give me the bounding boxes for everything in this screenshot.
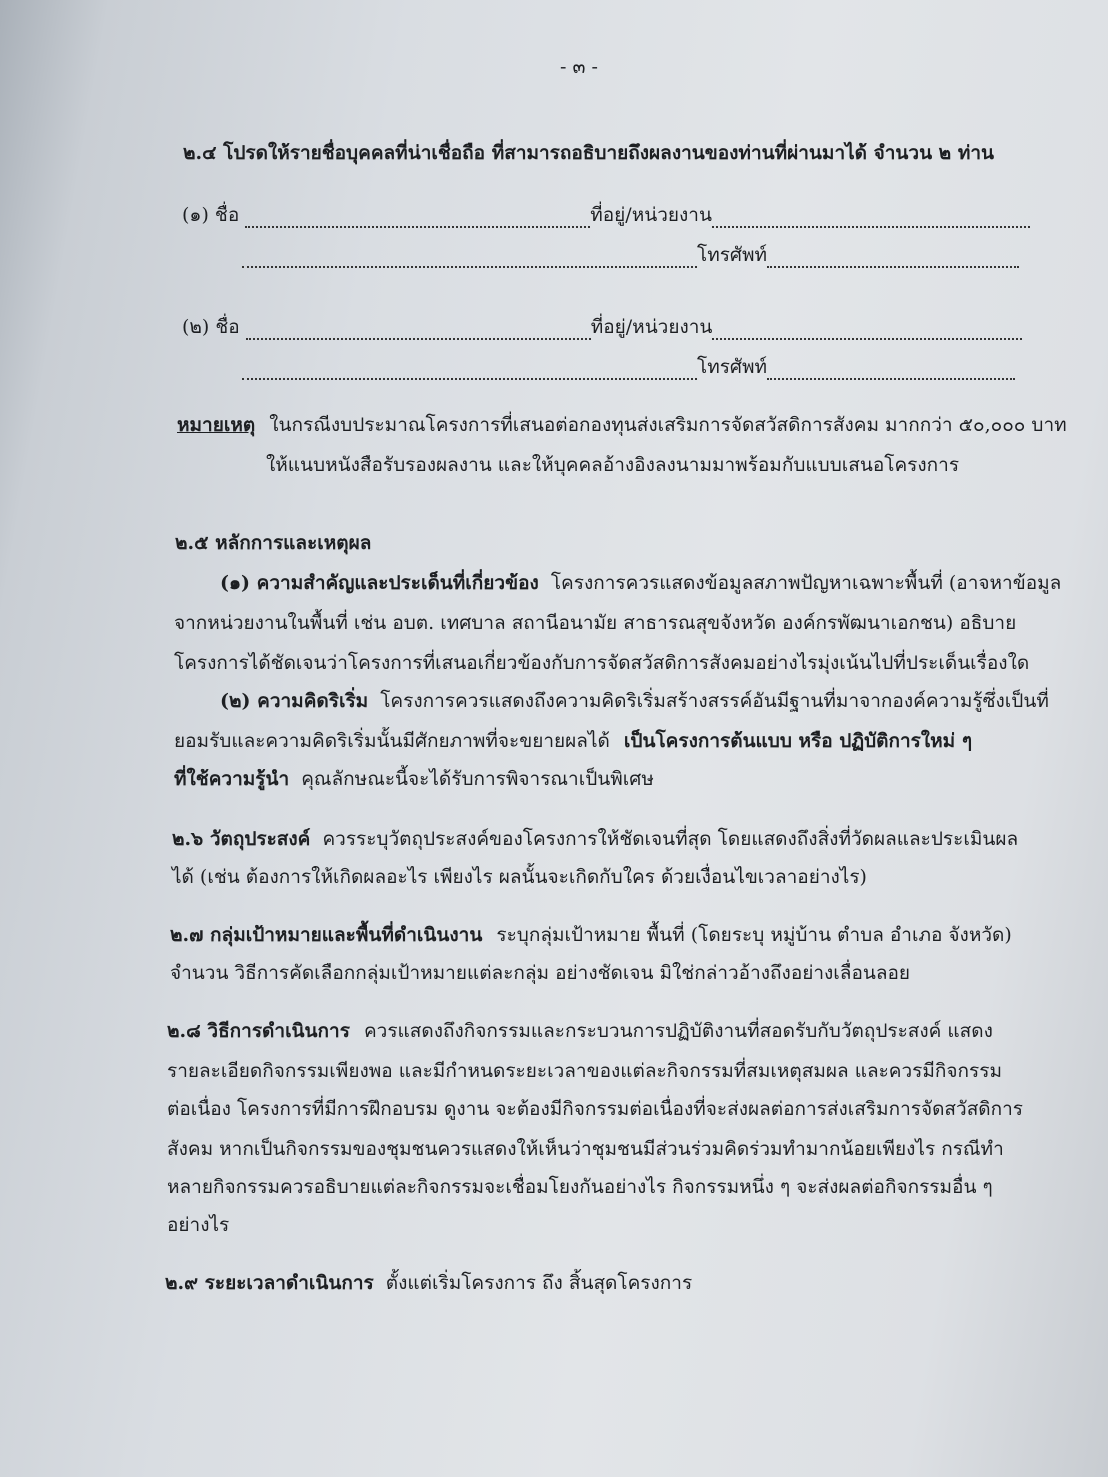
reference-2-phone-blank[interactable] xyxy=(767,362,1015,380)
reference-2-name-label: (๒) ชื่อ xyxy=(182,316,240,338)
section-2-7-line-1 xyxy=(170,922,1012,948)
note-line-1 xyxy=(177,412,1067,438)
section-2-8-line-5: หลายกิจกรรมควรอธิบายแต่ละกิจกรรมจะเชื่อมโยงกันอย่างไร กิจกรรมหนึ่ง ๆ จะส่งผลต่อกิจกรรมอื่น ๆ xyxy=(167,1176,993,1198)
section-2-6-line-2: ได้ (เช่น ต้องการให้เกิดผลอะไร เพียงไร ผลนั้นจะเกิดกับใคร ด้วยเงื่อนไขเวลาอย่างไร) xyxy=(172,866,867,888)
reference-1-phone-prefix-blank[interactable] xyxy=(242,250,697,268)
section-2-8-line-1 xyxy=(167,1018,993,1044)
section-2-5-p2-line-1 xyxy=(220,688,1049,714)
reference-2-address-label: ที่อยู่/หน่วยงาน xyxy=(590,316,713,338)
section-2-5-heading: ๒.๕ หลักการและเหตุผล xyxy=(175,532,372,554)
page-number: - ๓ - xyxy=(560,56,598,78)
section-2-8-line-6: อย่างไร xyxy=(167,1214,230,1236)
reference-1-phone-row xyxy=(242,242,1019,268)
section-2-5-p2-text-1: โครงการควรแสดงถึงความคิดริเริ่มสร้างสรรค์อันมีฐานที่มาจากองค์ความรู้ซึ่งเป็นที่ xyxy=(380,690,1049,712)
reference-1-phone-blank[interactable] xyxy=(767,250,1019,268)
reference-1-phone-label: โทรศัพท์ xyxy=(697,244,768,266)
section-2-5-p1-line-3: โครงการได้ชัดเจนว่าโครงการที่เสนอเกี่ยวข้องกับการจัดสวัสดิการสังคมอย่างไรมุ่งเน้นไปที่ประเด็นเรื่องใด xyxy=(174,652,1030,674)
section-2-6-heading: ๒.๖ วัตถุประสงค์ xyxy=(172,828,311,850)
reference-2-row xyxy=(182,314,1022,340)
section-2-8-heading: ๒.๘ วิธีการดำเนินการ xyxy=(167,1020,350,1042)
section-2-8-line-3: ต่อเนื่อง โครงการที่มีการฝึกอบรม ดูงาน จะต้องมีกิจกรรมต่อเนื่องที่จะส่งผลต่อการส่งเสริมการจัดสวัสดิการ xyxy=(167,1098,1024,1120)
section-2-5-p2-text-2b: เป็นโครงการต้นแบบ หรือ ปฏิบัติการใหม่ ๆ xyxy=(623,730,973,752)
section-2-6-line-1 xyxy=(172,826,1018,852)
section-2-8-line-4: สังคม หากเป็นกิจกรรมของชุมชนควรแสดงให้เห็นว่าชุมชนมีส่วนร่วมคิดร่วมทำมากน้อยเพียงไร กรณีทำ xyxy=(167,1138,1004,1160)
section-2-5-p2-text-3a: ที่ใช้ความรู้นำ xyxy=(174,768,290,790)
section-2-8-line-2: รายละเอียดกิจกรรมเพียงพอ และมีกำหนดระยะเวลาของแต่ละกิจกรรมที่สมเหตุสมผล และควรมีกิจกรรม xyxy=(167,1060,1002,1082)
section-2-5-p1-text-1: โครงการควรแสดงข้อมูลสภาพปัญหาเฉพาะพื้นที่ (อาจหาข้อมูล xyxy=(550,572,1062,594)
section-2-7-heading: ๒.๗ กลุ่มเป้าหมายและพื้นที่ดำเนินงาน xyxy=(170,924,483,946)
section-2-9-text-1: ตั้งแต่เริ่มโครงการ ถึง สิ้นสุดโครงการ xyxy=(385,1272,693,1294)
reference-2-address-blank[interactable] xyxy=(712,322,1022,340)
reference-1-name-label: (๑) ชื่อ xyxy=(182,204,240,226)
note-label: หมายเหตุ xyxy=(177,414,256,436)
section-2-4-heading: ๒.๔ โปรดให้รายชื่อบุคคลที่น่าเชื่อถือ ที่สามารถอธิบายถึงผลงานของท่านที่ผ่านมาได้ จำนวน ๒ ท่าน xyxy=(183,142,995,164)
reference-2-phone-label: โทรศัพท์ xyxy=(697,356,768,378)
reference-2-name-blank[interactable] xyxy=(246,322,591,340)
reference-1-row xyxy=(182,202,1030,228)
note-text-1: ในกรณีงบประมาณโครงการที่เสนอต่อกองทุนส่งเสริมการจัดสวัสดิการสังคม มากกว่า ๕๐,๐๐๐ บาท xyxy=(269,414,1067,436)
section-2-5-p2-text-3b: คุณลักษณะนี้จะได้รับการพิจารณาเป็นพิเศษ xyxy=(301,768,654,790)
section-2-5-p2-lead: (๒) ความคิดริเริ่ม xyxy=(220,690,369,712)
section-2-7-line-2: จำนวน วิธีการคัดเลือกกลุ่มเป้าหมายแต่ละกลุ่ม อย่างชัดเจน มิใช่กล่าวอ้างถึงอย่างเลื่อนลอย xyxy=(170,962,911,984)
section-2-9-line-1 xyxy=(165,1270,692,1296)
section-2-5-p2-line-2 xyxy=(174,728,972,754)
section-2-7-text-1: ระบุกลุ่มเป้าหมาย พื้นที่ (โดยระบุ หมู่บ้าน ตำบล อำเภอ จังหวัด) xyxy=(496,924,1012,946)
section-2-5-p2-line-3 xyxy=(174,766,654,792)
section-2-5-p1-lead: (๑) ความสำคัญและประเด็นที่เกี่ยวข้อง xyxy=(220,572,539,594)
section-2-5-p2-text-2a: ยอมรับและความคิดริเริ่มนั้นมีศักยภาพที่จะขยายผลได้ xyxy=(174,730,610,752)
reference-1-address-label: ที่อยู่/หน่วยงาน xyxy=(590,204,712,226)
section-2-6-text-1: ควรระบุวัตถุประสงค์ของโครงการให้ชัดเจนที่สุด โดยแสดงถึงสิ่งที่วัดผลและประเมินผล xyxy=(322,828,1019,850)
section-2-8-text-1: ควรแสดงถึงกิจกรรมและกระบวนการปฏิบัติงานที่สอดรับกับวัตถุประสงค์ แสดง xyxy=(363,1020,993,1042)
section-2-5-p1-line-1 xyxy=(220,570,1061,596)
section-2-5-p1-line-2: จากหน่วยงานในพื้นที่ เช่น อบต. เทศบาล สถานีอนามัย สาธารณสุขจังหวัด องค์กรพัฒนาเอกชน) อธิบาย xyxy=(174,612,1017,634)
section-2-9-heading: ๒.๙ ระยะเวลาดำเนินการ xyxy=(165,1272,374,1294)
reference-1-name-blank[interactable] xyxy=(245,210,590,228)
note-line-2: ให้แนบหนังสือรับรองผลงาน และให้บุคคลอ้างอิงลงนามมาพร้อมกับแบบเสนอโครงการ xyxy=(266,454,960,476)
reference-2-phone-row xyxy=(242,354,1015,380)
reference-2-phone-prefix-blank[interactable] xyxy=(242,362,697,380)
reference-1-address-blank[interactable] xyxy=(712,210,1030,228)
